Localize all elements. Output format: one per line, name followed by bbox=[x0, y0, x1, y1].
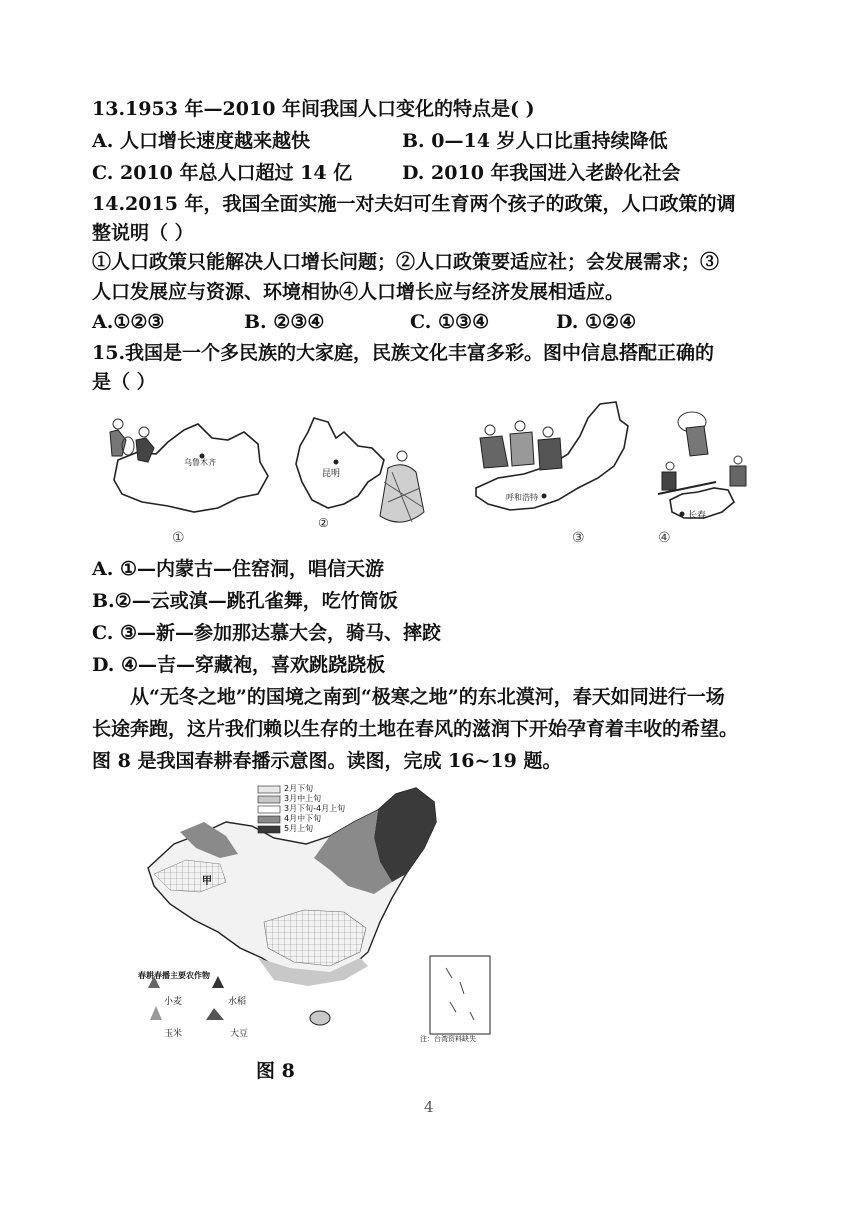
q15-option-b: B.②—云或滇—跳孔雀舞，吃竹筒饭 bbox=[92, 590, 398, 612]
map2-city: 昆明 bbox=[322, 469, 341, 479]
q15-stem-line2: 是（ ） bbox=[92, 371, 156, 393]
q15-stem-line1: 15.我国是一个多民族的大家庭，民族文化丰富多彩。图中信息搭配正确的 bbox=[92, 342, 715, 364]
q14-option-c: C. ①③④ bbox=[410, 311, 490, 333]
map-jilin bbox=[652, 404, 758, 526]
legend-item-1: 2月下旬 bbox=[284, 784, 314, 793]
wrestlers-illustration bbox=[480, 421, 562, 470]
map-xinjiang bbox=[98, 402, 278, 527]
q14-option-b: B. ②③④ bbox=[244, 311, 325, 333]
legend-item-2: 3月中上旬 bbox=[284, 794, 322, 803]
q14-stem-line1: 14.2015 年，我国全面实施一对夫妇可生育两个孩子的政策，人口政策的调 bbox=[92, 193, 736, 215]
q14-statement-line1: ①人口政策只能解决人口增长问题；②人口政策要适应社；会发展需求；③ bbox=[92, 251, 720, 273]
legend-item-4: 4月中下旬 bbox=[284, 814, 322, 823]
q13-stem: 13.1953 年—2010 年间我国人口变化的特点是( ) bbox=[92, 98, 535, 120]
q14-statement-line2: 人口发展应与资源、环境相协④人口增长应与经济发展相适应。 bbox=[92, 281, 625, 303]
q14-option-d: D. ①②④ bbox=[556, 311, 637, 333]
legend-item-3: 3月下旬-4月上旬 bbox=[284, 804, 346, 813]
map4-city: 长春 bbox=[688, 511, 707, 521]
q13-option-b: B. 0—14 岁人口比重持续降低 bbox=[402, 130, 668, 152]
map1-city: 乌鲁木齐 bbox=[184, 458, 216, 467]
map-yunnan bbox=[284, 412, 434, 542]
map1-number: ① bbox=[172, 530, 185, 546]
q13-option-c: C. 2010 年总人口超过 14 亿 bbox=[92, 162, 353, 184]
passage-line1: 从“无冬之地”的国境之南到“极寒之地”的东北漠河，春天如同进行一场 bbox=[130, 686, 725, 708]
passage-line3: 图 8 是我国春耕春播示意图。读图，完成 16~19 题。 bbox=[92, 750, 562, 772]
q13-option-a: A. 人口增长速度越来越快 bbox=[92, 130, 310, 152]
q15-option-c: C. ③—新—参加那达慕大会，骑马、摔跤 bbox=[92, 622, 442, 644]
figure8-caption: 图 8 bbox=[256, 1060, 295, 1082]
crop-icons bbox=[148, 976, 224, 1020]
q13-option-d: D. 2010 年我国进入老龄化社会 bbox=[402, 162, 681, 184]
q14-option-a: A.①②③ bbox=[92, 311, 165, 333]
passage-line2: 长途奔跑，这片我们赖以生存的土地在春风的滋润下开始孕育着丰收的希望。 bbox=[92, 718, 739, 740]
crops-title: 春耕春播主要农作物 bbox=[138, 971, 210, 980]
q15-option-d: D. ④—吉—穿藏袍，喜欢跳跷跷板 bbox=[92, 654, 386, 676]
crop-wheat: 小麦 bbox=[164, 997, 183, 1007]
yunnan-outline bbox=[284, 412, 434, 542]
figure8-note: 注：台湾资料缺失 bbox=[420, 1035, 476, 1043]
crop-corn: 玉米 bbox=[164, 1029, 183, 1039]
crop-soybean: 大豆 bbox=[230, 1029, 249, 1039]
map2-number: ② bbox=[318, 516, 329, 530]
page-number: 4 bbox=[424, 1098, 434, 1116]
map4-number: ④ bbox=[658, 530, 671, 546]
seesaw-dancers-illustration bbox=[658, 412, 746, 494]
crop-rice: 水稻 bbox=[228, 997, 247, 1007]
map3-city: 呼和浩特 bbox=[506, 493, 538, 502]
legend-labels bbox=[284, 784, 345, 834]
figure8-map bbox=[134, 782, 510, 1044]
q15-option-a: A. ①—内蒙古—住窑洞，唱信天游 bbox=[92, 558, 385, 580]
figure8-legend bbox=[258, 786, 280, 833]
inner-mongolia-outline bbox=[468, 396, 644, 526]
q14-stem-line2: 整说明（ ） bbox=[92, 222, 194, 244]
peacock-dancer-illustration bbox=[380, 451, 424, 522]
map-inner-mongolia bbox=[468, 396, 644, 526]
legend-item-5: 5月上旬 bbox=[284, 824, 314, 833]
region-jia-label: 甲 bbox=[202, 876, 212, 887]
map3-number: ③ bbox=[572, 530, 585, 546]
